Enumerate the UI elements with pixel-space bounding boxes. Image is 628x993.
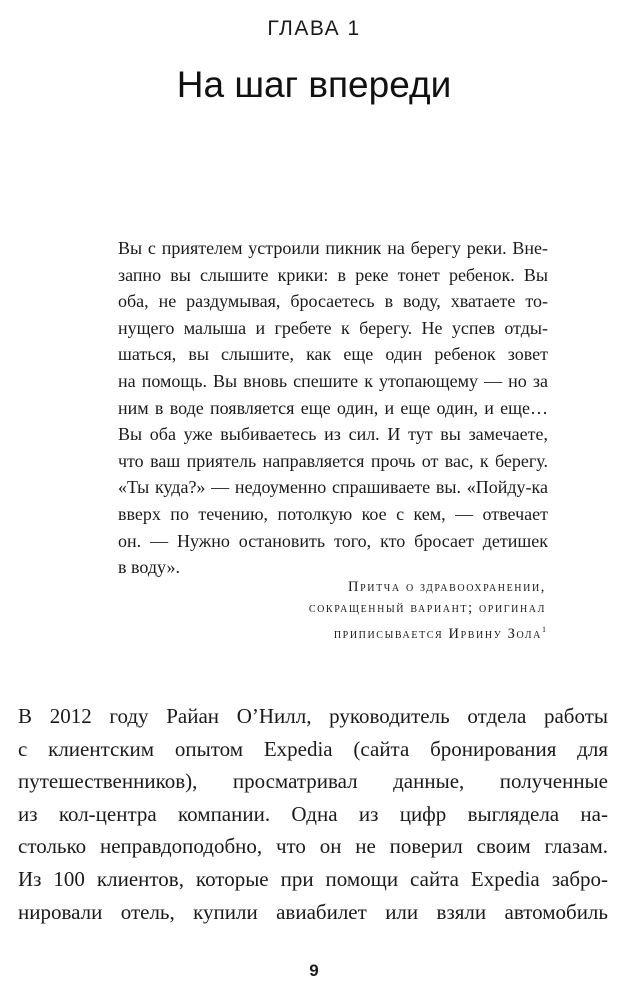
chapter-title: На шаг впереди <box>176 64 452 105</box>
epigraph-line: ним в воде появляется еще один, и еще один, и еще… <box>118 397 548 418</box>
body-line: с клиентским опытом Expedia (сайта бронирования для <box>18 736 608 761</box>
epigraph-line: вверх по течению, потолкую кое с кем, — отвечает <box>118 503 548 524</box>
epigraph-line: шаться, вы слышите, как еще один ребенок зовет <box>118 344 548 365</box>
attribution-line: Притча о здравоохранении, <box>348 579 546 595</box>
attribution-line: сокращенный вариант; оригинал <box>308 600 546 616</box>
attribution-text: приписывается Ирвину Зола <box>333 625 542 642</box>
epigraph-line: на помощь. Вы вновь спешите к утопающему — но за <box>118 370 548 391</box>
epigraph-line: оба, не раздумывая, бросаетесь в воду, хватаете то- <box>118 291 548 312</box>
epigraph-line: в воду». <box>118 557 180 578</box>
epigraph-line: запно вы слышите крики: в реке тонет ребенок. Вы <box>118 264 548 285</box>
attribution-line <box>309 619 546 645</box>
body-line: путешественников), просматривал данные, полученные <box>18 769 608 794</box>
epigraph-line: что ваш приятель направляется прочь от вас, к берегу. <box>118 450 548 471</box>
body-line: столько неправдоподобно, что он не поверил своим глазам. <box>18 834 608 859</box>
body-text <box>18 700 608 928</box>
body-line: В 2012 году Райан О’Нилл, руководитель отдела работы <box>18 704 608 728</box>
epigraph-line: он. — Нужно остановить того, кто бросает детишек <box>118 530 548 551</box>
page-number: 9 <box>309 961 319 980</box>
footnote-marker[interactable]: 1 <box>542 625 546 634</box>
epigraph-line: нущего малыша и гребете к берегу. Не успев отды- <box>118 317 548 338</box>
body-line: Из 100 клиентов, которые при помощи сайта Expedia забро- <box>18 866 608 891</box>
epigraph-line: Вы оба уже выбиваетесь из сил. И тут вы замечаете, <box>118 424 548 445</box>
chapter-label: ГЛАВА 1 <box>267 17 361 40</box>
body-line: из кол-центра компании. Одна из цифр выглядела на- <box>18 801 608 826</box>
epigraph-attribution <box>309 577 546 645</box>
epigraph <box>118 235 548 581</box>
epigraph-line: «Ты куда?» — недоуменно спрашиваете вы. «Пойду-ка <box>118 477 548 498</box>
epigraph-line: Вы с приятелем устроили пикник на берегу реки. Вне- <box>118 238 548 258</box>
body-line: нировали отель, купили авиабилет или взяли автомобиль <box>18 899 608 924</box>
